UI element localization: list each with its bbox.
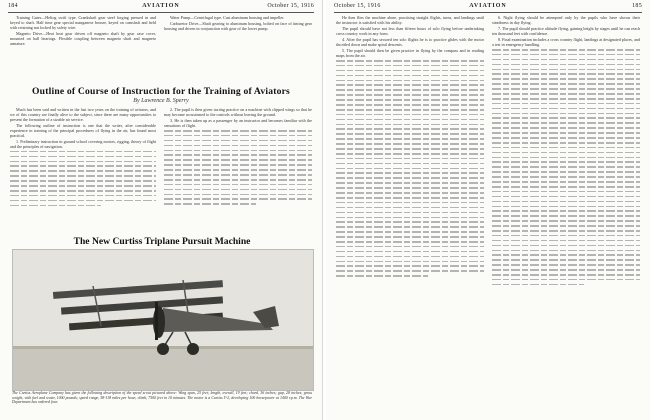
text-line — [492, 88, 640, 90]
page-number: 184 — [8, 3, 18, 9]
article-column-2 — [164, 108, 312, 230]
header-rule — [8, 12, 314, 13]
text-line — [164, 140, 312, 142]
text-line — [492, 59, 640, 61]
text-line — [10, 175, 156, 177]
text-line — [492, 93, 640, 95]
text-line — [492, 157, 640, 159]
text-line — [336, 119, 484, 121]
text-line — [336, 261, 484, 263]
text-line — [164, 203, 256, 205]
text-line — [492, 49, 640, 51]
text-line — [492, 83, 640, 85]
text-line — [336, 124, 484, 126]
text-line — [492, 259, 640, 261]
figure-title: The New Curtiss Triplane Pursuit Machine — [73, 236, 251, 247]
paragraph: 7. The pupil should practice altitude flying, gaining height by stages until he can reach ten thousand feet with confidence. — [492, 26, 640, 36]
text-line — [164, 130, 312, 132]
right-column-1 — [336, 16, 484, 412]
text-line — [492, 64, 640, 66]
text-line — [164, 189, 312, 191]
text-line — [492, 269, 640, 271]
page-number: 185 — [632, 3, 642, 9]
text-line — [336, 168, 484, 170]
text-line — [336, 163, 484, 165]
paragraph: Much has been said and written in the last two years on the training of aviators, and we of this country are finally alive to the subject, since there are many opportunities to present the formation of a sizable air service. — [10, 108, 156, 122]
text-line — [336, 236, 484, 238]
text-line — [336, 212, 484, 214]
text-line — [336, 241, 484, 243]
triplane-illustration — [13, 250, 313, 390]
text-line — [492, 69, 640, 71]
paragraph: 3. He is then taken up as a passenger by an instructor and becomes familiar with the sensations of flight. — [164, 118, 312, 128]
text-line — [164, 179, 312, 181]
text-line — [492, 171, 640, 173]
text-line — [164, 174, 312, 176]
paragraph: 1. Preliminary instruction in ground school covering motors, rigging, theory of flight and the principles of navigation. — [10, 138, 156, 149]
text-line — [336, 148, 484, 150]
text-line — [492, 78, 640, 80]
text-line — [492, 230, 640, 232]
text-line — [492, 196, 640, 198]
text-line — [492, 186, 640, 188]
top-column-left — [10, 16, 156, 80]
running-title: AVIATION — [469, 3, 507, 9]
text-line — [492, 201, 640, 203]
text-line — [336, 231, 484, 233]
text-line — [336, 70, 484, 72]
text-line — [492, 176, 640, 178]
text-line — [336, 138, 484, 140]
text-line — [336, 275, 428, 277]
text-line — [336, 89, 484, 91]
text-line — [336, 202, 484, 204]
text-line — [164, 145, 312, 147]
text-line — [492, 142, 640, 144]
text-line — [164, 169, 312, 171]
text-line — [336, 197, 484, 199]
text-line — [336, 109, 484, 111]
article-byline: By Lawrence B. Sperry — [133, 98, 189, 104]
text-line — [492, 220, 640, 222]
text-line — [336, 251, 484, 253]
text-line — [492, 191, 640, 193]
text-line — [10, 205, 101, 207]
paragraph: 4. After the pupil has secured ten solo flights he is to practice glides with the motor throttled down and make spiral descents. — [336, 37, 484, 47]
text-line — [164, 164, 312, 166]
text-line — [336, 207, 484, 209]
text-line — [336, 65, 484, 67]
paragraph: 6. Night flying should be attempted only by the pupils who have shown their steadiness in day flying. — [492, 16, 640, 25]
paragraph: 8. Final examination includes a cross country flight, landings at designated places, and a test in emergency handling. — [492, 37, 640, 47]
text-line — [10, 180, 156, 182]
text-line — [10, 200, 156, 202]
text-line — [336, 187, 484, 189]
text-line — [10, 151, 156, 153]
text-line — [492, 161, 640, 163]
issue-date: October 15, 1916 — [334, 3, 381, 9]
text-line — [336, 172, 484, 174]
text-line — [336, 226, 484, 228]
text-line — [336, 75, 484, 77]
text-line — [492, 235, 640, 237]
article-title: Outline of Course of Instruction for the Training of Aviators — [32, 86, 290, 97]
text-line — [336, 270, 484, 272]
text-line — [336, 177, 484, 179]
text-line — [336, 153, 484, 155]
left-page — [0, 0, 323, 420]
text-line — [492, 215, 640, 217]
paragraph: 5. The pupil should then be given practice in flying by the compass and in reading maps from the air. — [336, 48, 484, 58]
text-line — [336, 80, 484, 82]
figure-caption: The Curtiss Aeroplane Company has given the following description of the speed scout pictured above: Wing span, 25 feet; length, overall, 19 feet; chord, 36 inches; gap, 28 inches; gross weight, with fuel and water, 1000 pounds; speed range, 58-118 miles per hour; climb, 7500 feet in 10 minutes. The motor is a Curtiss V-2, developing 100 horsepower at 1400 r.p.m. The War Department has ordered four. — [12, 391, 312, 405]
text-line — [492, 245, 640, 247]
paragraph: He then flies the machine alone, practising straight flights, turns, and landings until the instructor is satisfied with his ability. — [336, 16, 484, 25]
header-rule — [334, 12, 642, 13]
text-line — [164, 194, 312, 196]
text-line — [492, 250, 640, 252]
text-line — [336, 60, 484, 62]
right-column-2 — [492, 16, 640, 412]
text-line — [10, 190, 156, 192]
text-line — [492, 103, 640, 105]
text-line — [492, 166, 640, 168]
text-line — [492, 73, 640, 75]
text-line — [492, 132, 640, 134]
text-line — [492, 206, 640, 208]
text-line — [336, 221, 484, 223]
text-line — [336, 217, 484, 219]
paragraph: Training Gates—Heliog swift type. Crankshaft gear steel forging pressed in and keyed to shaft. Half time gear special manganese bronze, keyed on camshaft and held with retaining nut locked by safety wire. — [10, 16, 156, 30]
paragraph: The following outline of instruction is one that the writer, after considerable experience in training of the principal procedures of flying in the air, has found most practical. — [10, 122, 156, 138]
text-line — [164, 184, 312, 186]
text-line — [164, 150, 312, 152]
text-line — [492, 279, 640, 281]
text-line — [336, 246, 484, 248]
text-line — [492, 113, 640, 115]
text-line — [492, 98, 640, 100]
paragraph: Magneto Drive—Heat heat gear driven off magneto shaft by gear case cover, mounted on ball bearings. Flexible coupling between magneto shaft and magneto armature. — [10, 30, 156, 46]
paragraph: 2. The pupil is then given taxiing practice on a machine with clipped wings so that he may become accustomed to the controls without leaving the ground. — [164, 108, 312, 117]
text-line — [336, 84, 484, 86]
running-title: AVIATION — [142, 3, 180, 9]
text-line — [164, 154, 312, 156]
issue-date: October 15, 1916 — [267, 3, 314, 9]
right-page — [326, 0, 650, 420]
text-line — [336, 256, 484, 258]
text-line — [492, 274, 640, 276]
text-line — [492, 54, 640, 56]
text-line — [164, 159, 312, 161]
text-line — [10, 185, 156, 187]
text-line — [336, 104, 484, 106]
text-line — [336, 158, 484, 160]
text-line — [10, 170, 156, 172]
text-line — [492, 210, 640, 212]
text-line — [492, 225, 640, 227]
text-line — [164, 135, 312, 137]
text-line — [336, 114, 484, 116]
text-line — [492, 108, 640, 110]
text-line — [336, 192, 484, 194]
text-line — [492, 117, 640, 119]
text-line — [492, 127, 640, 129]
article-column-1 — [10, 108, 156, 230]
text-line — [10, 161, 156, 163]
text-line — [492, 122, 640, 124]
text-line — [492, 264, 640, 266]
text-line — [492, 254, 640, 256]
text-line — [10, 195, 156, 197]
text-line — [492, 137, 640, 139]
text-line — [336, 143, 484, 145]
paragraph: The pupil should have not less than fifteen hours of solo flying before undertaking cross country work in any form. — [336, 26, 484, 36]
text-line — [164, 198, 312, 200]
text-line — [10, 165, 156, 167]
text-line — [492, 147, 640, 149]
text-line — [336, 133, 484, 135]
text-line — [336, 94, 484, 96]
triplane-photo — [12, 249, 314, 391]
text-line — [336, 182, 484, 184]
text-line — [10, 156, 156, 158]
paragraph: Carburetor Drive—Shaft gearing to aluminum housing, bolted on face of timing gear housing and driven in conjunction with gear of the lower pump. — [164, 21, 312, 31]
text-line — [336, 128, 484, 130]
paragraph: Water Pump—Centrifugal type. Cast aluminum housing and impeller. — [170, 16, 285, 20]
text-line — [492, 152, 640, 154]
text-line — [336, 265, 484, 267]
text-line — [492, 240, 640, 242]
text-line — [492, 284, 584, 286]
text-line — [336, 99, 484, 101]
text-line — [492, 181, 640, 183]
top-column-right — [164, 16, 312, 80]
